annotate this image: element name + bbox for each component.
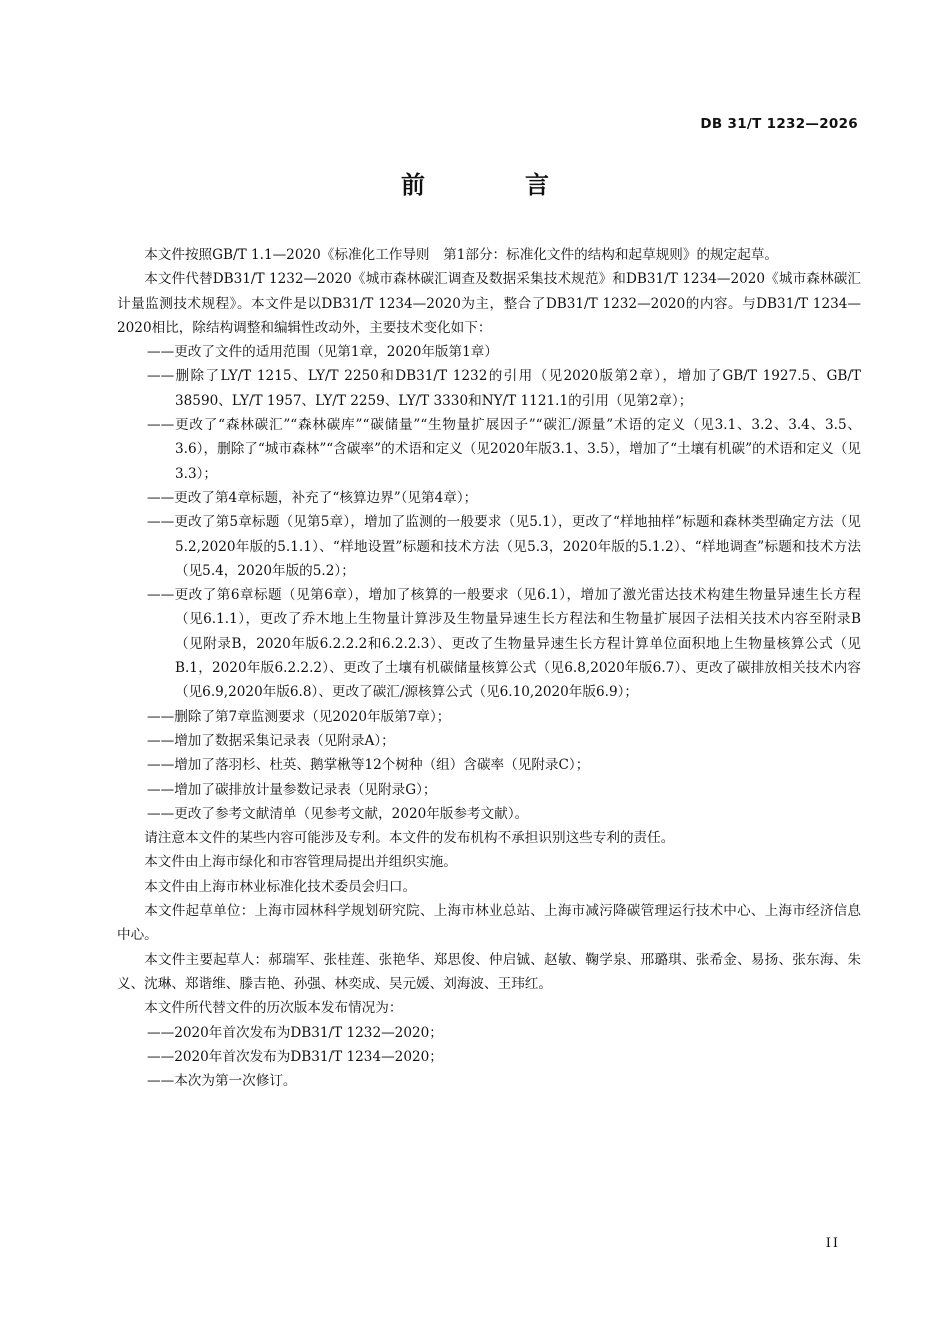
change-item: ——更改了第4章标题，补充了“核算边界”（见第4章）； bbox=[147, 489, 478, 506]
change-item: ——删除了第7章监测要求（见2020年版第7章）； bbox=[147, 708, 451, 725]
change-item: ——2020年首次发布为DB31/T 1232—2020； bbox=[147, 1024, 443, 1041]
paragraph: 请注意本文件的某些内容可能涉及专利。本文件的发布机构不承担识别这些专利的责任。 bbox=[144, 830, 675, 847]
paragraph: 本文件由上海市绿化和市容管理局提出并组织实施。 bbox=[144, 854, 457, 871]
change-item: ——增加了落羽杉、杜英、鹅掌楸等12个树种（组）含碳率（见附录C）； bbox=[147, 757, 590, 774]
change-item: ——更改了第5章标题（见第5章），增加了监测的一般要求（见5.1），更改了“样地抽样”标题和森林类型确定方法（见5.2,2020年版的5.1.1）、“样地设置”标题和技术方法（见5.3，2020年版的5.1.2）、“样地调查”标题和技术方法（见5.4，2020年版的5.2）； bbox=[147, 514, 861, 579]
paragraph: 本文件主要起草人：郝瑞军、张桂莲、张艳华、郑思俊、仲启铖、赵敏、鞠学泉、邢璐琪、张希金、易扬、张东海、朱义、沈琳、郑谐维、滕吉艳、孙强、林奕成、吴元媛、刘海波、王玮红。 bbox=[117, 951, 861, 992]
paragraph: 本文件所代替文件的历次版本发布情况为： bbox=[144, 1000, 403, 1017]
change-item: ——删除了LY/T 1215、LY/T 2250和DB31/T 1232的引用（见2020版第2章），增加了GB/T 1927.5、GB/T 38590、LY/T 1957、LY/T 2259、LY/T 3330和NY/T 1121.1的引用（见第2章）； bbox=[147, 368, 861, 409]
paragraph: 本文件由上海市林业标准化技术委员会归口。 bbox=[144, 878, 417, 895]
paragraph: 本文件按照GB/T 1.1—2020《标准化工作导则 第1部分：标准化文件的结构和起草规则》的规定起草。 bbox=[144, 247, 779, 263]
change-item: ——更改了第6章标题（见第6章），增加了核算的一般要求（见6.1），增加了激光雷达技术构建生物量异速生长方程（见6.1.1），更改了乔木地上生物量计算涉及生物量异速生长方程法和生物量扩展因子法相关技术内容至附录B（见附录B，2020年版6.2.2.2和6.2.2.3）、更改了生物量异速生长方程计算单位面积地上生物量核算公式（见B.1，2020年版6.2.2.2）、更改了土壤有机碳储量核算公式（见6.8,2020年版6.7）、更改了碳排放相关技术内容（见6.9,2020年版6.8）、更改了碳汇/源核算公式（见6.10,2020年版6.9）； bbox=[147, 587, 861, 701]
change-item: ——更改了文件的适用范围（见第1章，2020年版第1章） bbox=[147, 344, 498, 361]
change-item: ——增加了碳排放计量参数记录表（见附录G）； bbox=[147, 781, 437, 798]
page-number: II bbox=[825, 1236, 840, 1251]
change-item: ——本次为第一次修订。 bbox=[147, 1073, 297, 1090]
change-item: ——更改了参考文献清单（见参考文献，2020年版参考文献）。 bbox=[147, 805, 529, 822]
page-title: 前 言 bbox=[401, 171, 587, 199]
standard-code: DB 31/T 1232—2026 bbox=[700, 116, 858, 132]
paragraph: 本文件起草单位：上海市园林科学规划研究院、上海市林业总站、上海市减污降碳管理运行技术中心、上海市经济信息中心。 bbox=[117, 903, 861, 944]
paragraph: 本文件代替DB31/T 1232—2020《城市森林碳汇调查及数据采集技术规范》和DB31/T 1234—2020《城市森林碳汇计量监测技术规程》。本文件是以DB31/T 1234—2020为主，整合了DB31/T 1232—2020的内容。与DB31/T 1234—2020相比，除结构调整和编辑性改动外，主要技术变化如下： bbox=[117, 271, 861, 336]
document-body bbox=[117, 243, 861, 1093]
change-item: ——2020年首次发布为DB31/T 1234—2020； bbox=[147, 1048, 443, 1065]
change-item: ——增加了数据采集记录表（见附录A）； bbox=[147, 732, 395, 749]
change-item: ——更改了“森林碳汇”“森林碳库”“碳储量”“生物量扩展因子”“碳汇/源量”术语的定义（见3.1、3.2、3.4、3.5、3.6），删除了“城市森林”“含碳率”的术语和定义（见2020年版3.1、3.5），增加了“土壤有机碳”的术语和定义（见3.3）； bbox=[147, 417, 861, 482]
